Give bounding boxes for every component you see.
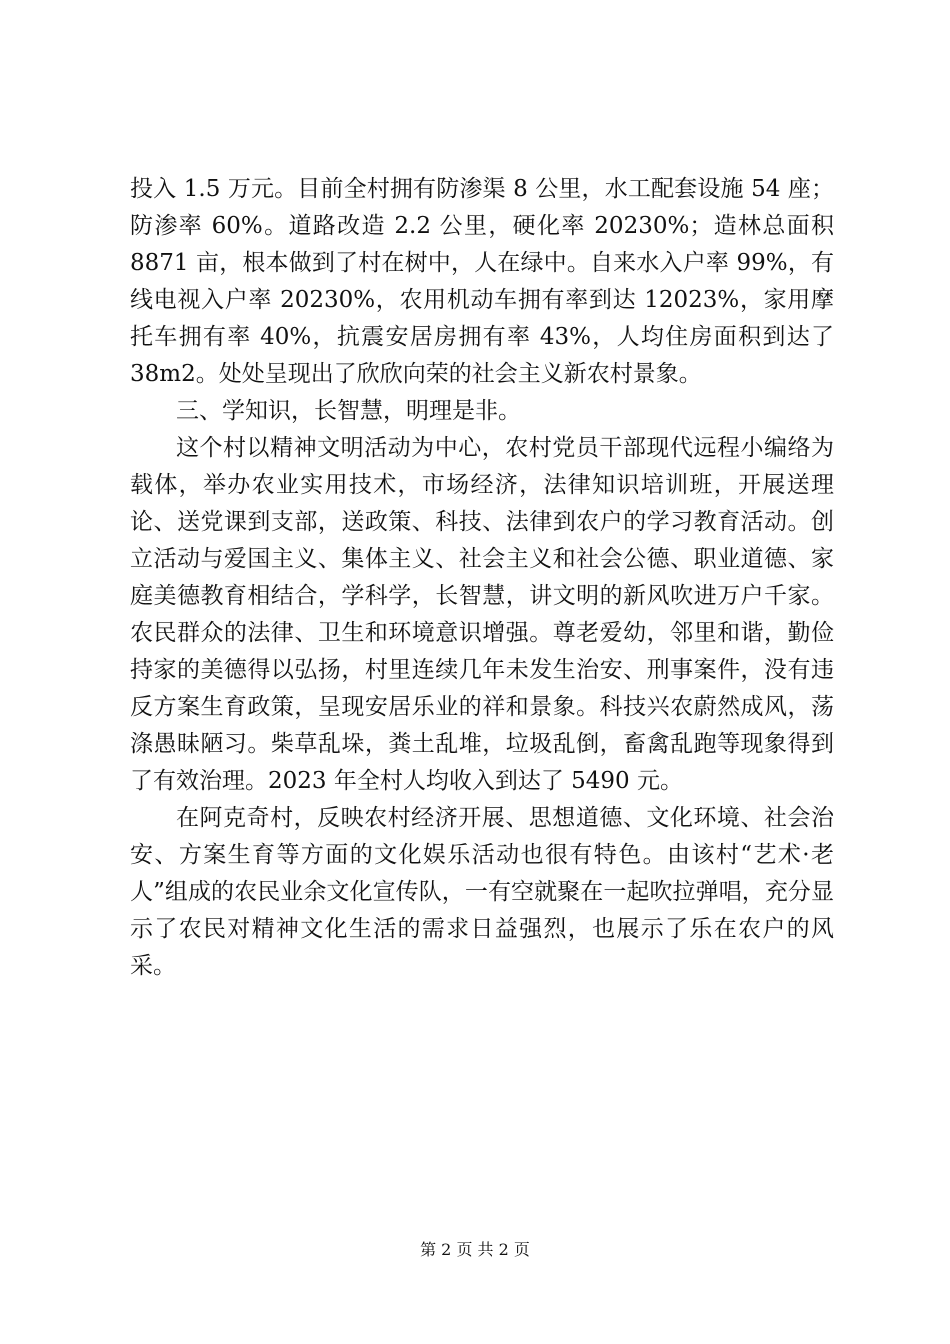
paragraph-4: 在阿克奇村，反映农村经济开展、思想道德、文化环境、社会治安、方案生育等方面的文化娱乐活动也很有特色。由该村“艺术·老人”组成的农民业余文化宣传队，一有空就聚在一起吹拉弹唱，充分显示了农民对精神文化生活的需求日益强烈，也展示了乐在农户的风采。: [130, 805, 834, 979]
paragraph-1: 投入 1.5 万元。目前全村拥有防渗渠 8 公里，水工配套设施 54 座；防渗率 60%。道路改造 2.2 公里，硬化率 20230%；造林总面积 8871 亩，根本做到了村在树中，人在绿中。自来水入户率 99%，有线电视入户率 20230%，农用机动车拥有率到达 12023%，家用摩托车拥有率 40%，抗震安居房拥有率 43%，人均住房面积到达了 38m2。处处呈现出了欣欣向荣的社会主义新农村景象。: [130, 176, 834, 387]
document-body: [130, 171, 834, 985]
page-footer: 第 2 页 共 2 页: [420, 1240, 530, 1259]
paragraph-3: 这个村以精神文明活动为中心，农村党员干部现代远程小编络为载体，举办农业实用技术，市场经济，法律知识培训班，开展送理论、送党课到支部，送政策、科技、法律到农户的学习教育活动。创立活动与爱国主义、集体主义、社会主义和社会公德、职业道德、家庭美德教育相结合，学科学，长智慧，讲文明的新风吹进万户千家。农民群众的法律、卫生和环境意识增强。尊老爱幼，邻里和谐，勤俭持家的美德得以弘扬，村里连续几年未发生治安、刑事案件，没有违反方案生育政策，呈现安居乐业的祥和景象。科技兴农蔚然成风，荡涤愚昧陋习。柴草乱垛，粪土乱堆，垃圾乱倒，畜禽乱跑等现象得到了有效治理。2023 年全村人均收入到达了 5490 元。: [130, 435, 834, 794]
paragraph-2-heading: 三、学知识，长智慧，明理是非。: [176, 398, 521, 424]
